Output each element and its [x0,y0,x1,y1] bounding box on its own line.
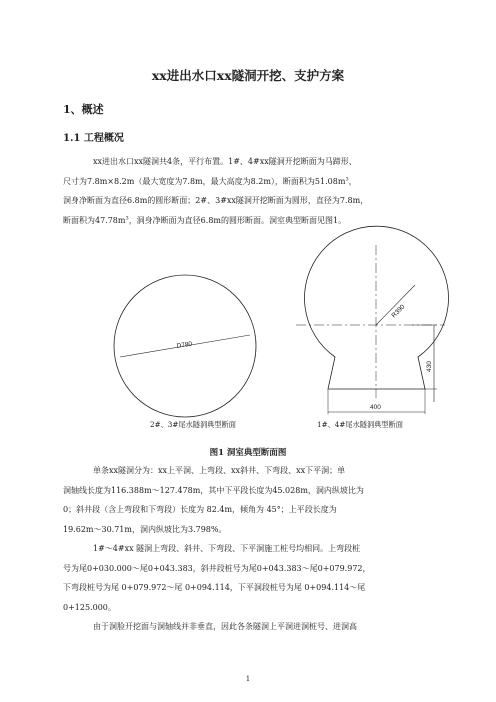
text-line: xx进出水口xx隧洞共4条，平行布置。1#、4#xx隧洞开挖断面为马蹄形、 [93,157,357,166]
text-line: 洞身净断面为直径6.8m的圆形断面；2#、3#xx隧洞开挖断面为圆形，直径为7.8m， [63,196,369,205]
height-label: 430 [426,361,433,372]
page-number: 1 [245,675,251,683]
text-line: 下弯段桩号为尾 0+079.972～尾 0+094.114，下平洞段桩号为尾 0+094.114～尾 [63,583,366,592]
figure-title: 图1 洞室典型断面图 [209,448,287,458]
section-heading-overview: 1、概述 [63,103,104,116]
text-line: 19.62m～30.71m，洞内纵坡比为3.798%。 [63,524,227,534]
text-line: 单条xx隧洞分为：xx上平洞、上弯段、xx斜井、下弯段、xx下平洞；单 [93,466,346,475]
superscript: 3 [345,175,349,182]
superscript: 3 [125,214,129,221]
text-line: 由于洞脸开挖面与洞轴线并非垂直，因此各条隧洞上平洞进洞桩号、进洞高 [93,622,357,631]
diameter-label: D780 [176,340,193,350]
text-line: 号为尾0+030.000～尾0+043.383，斜井段桩号为尾0+043.383～尾0+079.972， [63,563,371,573]
caption-right-section: 1#、4#尾水隧洞典型断面 [317,420,403,429]
text-span: 尺寸为7.8m×8.2m（最大宽度为7.8m，最大高度为8.2m），断面积为51.08m [63,176,346,186]
text-line: 0+125.000。 [63,602,116,612]
page-title: xx进出水口xx隧洞开挖、支护方案 [151,68,345,83]
paragraph-chainage [63,539,435,617]
text-span: ， [348,176,357,186]
width-label: 400 [370,404,381,411]
text-span: 断面积为47.78m [63,215,126,225]
radius-label: R390 [390,303,407,320]
text-line: 0；斜井段（含上弯段和下弯段）长度为 82.4m，倾角为 45°；上平段长度为 [63,505,337,514]
text-line: 1#～4#xx 隧洞上弯段、斜井、下弯段、下平洞施工桩号均相同。上弯段桩 [93,544,361,553]
caption-left-section: 2#、3#尾水隧洞典型断面 [150,420,236,429]
text-span: ，洞身净断面为直径6.8m的圆形断面。洞室典型断面见图1。 [128,215,347,225]
horseshoe-section-drawing [296,226,449,414]
paragraph-portal [63,617,435,637]
paragraph-tunnel-segments [63,461,435,539]
subsection-heading-project: 1.1 工程概况 [63,133,124,144]
text-line: 洞轴线长度为116.388m～127.478m，其中下平段长度为45.028m，洞内纵坡比为 [63,485,364,495]
